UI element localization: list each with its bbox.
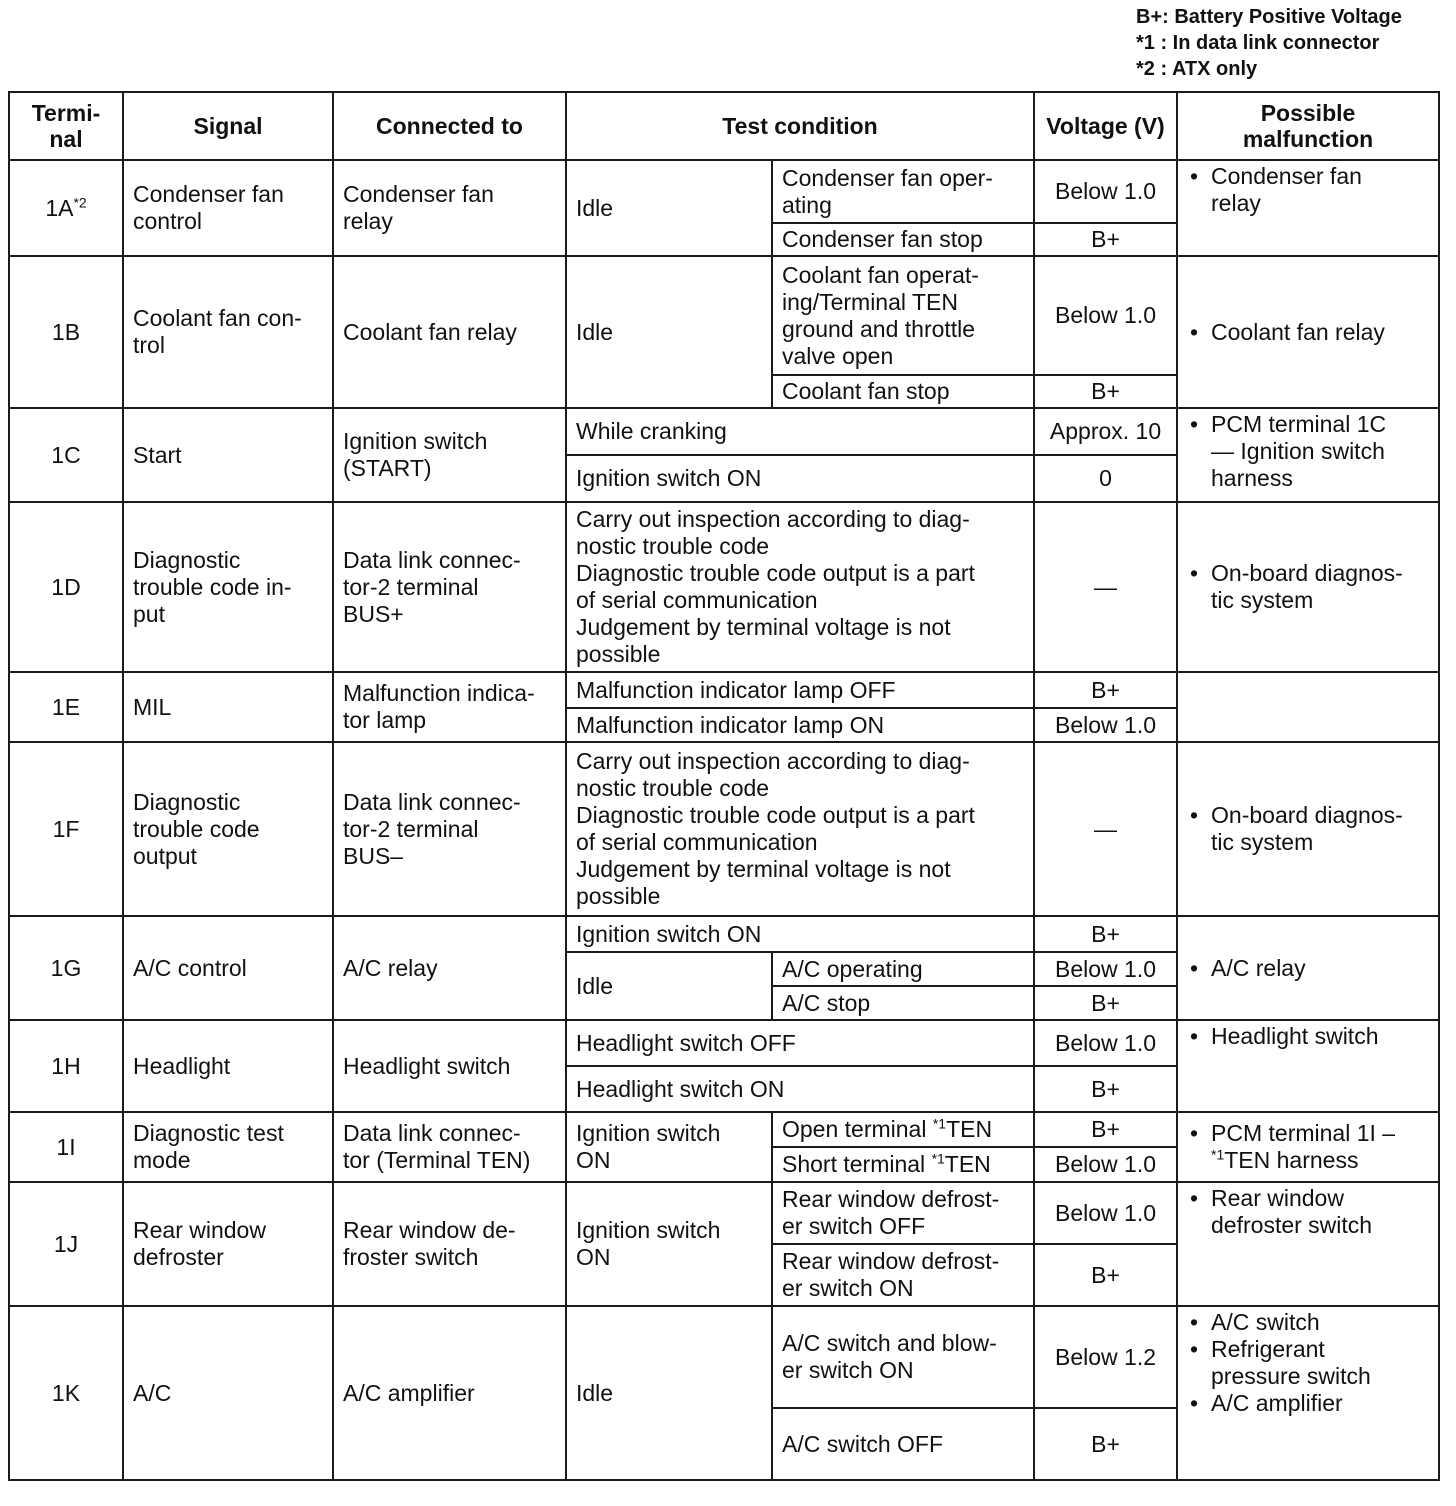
voltage-cell: Below 1.0 [1034, 708, 1177, 742]
header-signal: Signal [123, 92, 333, 160]
voltage-cell: Below 1.0 [1034, 1020, 1177, 1066]
signal-cell: Rear window defroster [123, 1182, 333, 1306]
signal-cell: Condenser fan control [123, 160, 333, 256]
connected-cell: Ignition switch (START) [333, 408, 566, 502]
table-row-1b [9, 256, 1439, 375]
voltage-cell: Approx. 10 [1034, 408, 1177, 455]
sub-condition-cell: A/C switch and blow- er switch ON [772, 1306, 1034, 1408]
voltage-cell: B+ [1034, 1112, 1177, 1147]
voltage-cell: Below 1.0 [1034, 1182, 1177, 1244]
table-row-1h [9, 1020, 1439, 1066]
voltage-cell: B+ [1034, 375, 1177, 408]
signal-cell: A/C [123, 1306, 333, 1480]
terminal-cell: 1I [9, 1112, 123, 1182]
header-possible-malfunction: Possible malfunction [1177, 92, 1439, 160]
sub-condition-cell: Coolant fan stop [772, 375, 1034, 408]
terminal-cell: 1K [9, 1306, 123, 1480]
voltage-cell: Below 1.2 [1034, 1306, 1177, 1408]
sub-condition-cell: Coolant fan operat- ing/Terminal TEN ground and throttle valve open [772, 256, 1034, 375]
voltage-cell: B+ [1034, 223, 1177, 256]
signal-cell: MIL [123, 672, 333, 742]
legend-battery: B+: Battery Positive Voltage [1136, 6, 1402, 28]
malfunction-cell [1177, 1306, 1439, 1480]
table-row-1f [9, 742, 1439, 916]
sub-condition-cell: A/C switch OFF [772, 1408, 1034, 1480]
sub-condition-cell: Condenser fan stop [772, 223, 1034, 256]
voltage-cell: — [1034, 742, 1177, 916]
malfunction-item: • Rear window defroster switch [1187, 1185, 1429, 1239]
malfunction-cell [1177, 1182, 1439, 1306]
signal-cell: Diagnostic test mode [123, 1112, 333, 1182]
table-row-1k [9, 1306, 1439, 1408]
header-voltage: Voltage (V) [1034, 92, 1177, 160]
condition-cell: Ignition switch ON [566, 1182, 772, 1306]
terminal-cell: 1G [9, 916, 123, 1020]
voltage-cell: B+ [1034, 672, 1177, 708]
sub-condition-cell: Open terminal $^{*1}$TEN [772, 1112, 1034, 1147]
voltage-cell: — [1034, 502, 1177, 672]
condition-cell: Idle [566, 256, 772, 408]
connected-cell: Data link connec- tor-2 terminal BUS+ [333, 502, 566, 672]
terminal-cell: 1C [9, 408, 123, 502]
malfunction-item: • A/C amplifier [1187, 1390, 1429, 1417]
connected-cell: Coolant fan relay [333, 256, 566, 408]
connected-cell: Data link connec- tor (Terminal TEN) [333, 1112, 566, 1182]
malfunction-item: • On-board diagnos- tic system [1187, 802, 1429, 856]
table-row-1a [9, 160, 1439, 223]
terminal-cell: 1F [9, 742, 123, 916]
voltage-cell: Below 1.0 [1034, 952, 1177, 986]
signal-cell: Start [123, 408, 333, 502]
header-test-condition: Test condition [566, 92, 1034, 160]
malfunction-item: • PCM terminal 1C — Ignition switch harness [1187, 411, 1429, 492]
signal-cell: Diagnostic trouble code in- put [123, 502, 333, 672]
pcm-terminal-table [8, 91, 1440, 1481]
malfunction-cell [1177, 672, 1439, 742]
terminal-cell: 1J [9, 1182, 123, 1306]
connected-cell: Data link connec- tor-2 terminal BUS– [333, 742, 566, 916]
terminal-cell: $1A^{*2}$ [9, 160, 123, 256]
malfunction-cell [1177, 916, 1439, 1020]
malfunction-item: • A/C switch [1187, 1309, 1429, 1336]
table-row-1g [9, 916, 1439, 952]
signal-cell: A/C control [123, 916, 333, 1020]
malfunction-item: • PCM terminal 1I – $^{*1}$TEN harness [1187, 1120, 1429, 1174]
voltage-cell: B+ [1034, 916, 1177, 952]
voltage-cell: B+ [1034, 1408, 1177, 1480]
condition-cell: Idle [566, 160, 772, 256]
voltage-cell: Below 1.0 [1034, 256, 1177, 375]
signal-cell: Headlight [123, 1020, 333, 1112]
sub-condition-cell: Rear window defrost- er switch OFF [772, 1182, 1034, 1244]
condition-cell: Ignition switch ON [566, 455, 1034, 502]
malfunction-item: • Coolant fan relay [1187, 319, 1429, 346]
condition-cell: Idle [566, 952, 772, 1020]
header-connected-to: Connected to [333, 92, 566, 160]
malfunction-cell [1177, 256, 1439, 408]
malfunction-item: • On-board diagnos- tic system [1187, 560, 1429, 614]
legend [1136, 4, 1402, 82]
malfunction-item: • Headlight switch [1187, 1023, 1429, 1050]
sub-condition-cell: A/C operating [772, 952, 1034, 986]
legend-note-1: *1 : In data link connector [1136, 32, 1380, 54]
header-terminal: Termi- nal [9, 92, 123, 160]
sub-condition-cell: Short terminal $^{*1}$TEN [772, 1147, 1034, 1182]
voltage-cell: Below 1.0 [1034, 160, 1177, 223]
signal-cell: Diagnostic trouble code output [123, 742, 333, 916]
legend-note-2: *2 : ATX only [1136, 58, 1258, 80]
terminal-cell: 1D [9, 502, 123, 672]
sub-condition-cell: Condenser fan oper- ating [772, 160, 1034, 223]
terminal-cell: 1B [9, 256, 123, 408]
voltage-cell: 0 [1034, 455, 1177, 502]
malfunction-item: • Refrigerant pressure switch [1187, 1336, 1429, 1390]
malfunction-cell [1177, 502, 1439, 672]
sub-condition-cell: Rear window defrost- er switch ON [772, 1244, 1034, 1306]
terminal-cell: 1H [9, 1020, 123, 1112]
table-row-1j [9, 1182, 1439, 1244]
connected-cell: Condenser fan relay [333, 160, 566, 256]
malfunction-item: • Condenser fan relay [1187, 163, 1429, 217]
connected-cell: Rear window de- froster switch [333, 1182, 566, 1306]
malfunction-cell [1177, 1020, 1439, 1112]
condition-cell: Headlight switch ON [566, 1066, 1034, 1112]
malfunction-item: • A/C relay [1187, 955, 1429, 982]
connected-cell: A/C relay [333, 916, 566, 1020]
voltage-cell: B+ [1034, 1066, 1177, 1112]
table-header [9, 92, 1439, 160]
connected-cell: Malfunction indica- tor lamp [333, 672, 566, 742]
malfunction-cell [1177, 160, 1439, 256]
voltage-cell: Below 1.0 [1034, 1147, 1177, 1182]
malfunction-cell [1177, 742, 1439, 916]
condition-cell: Idle [566, 1306, 772, 1480]
voltage-cell: B+ [1034, 1244, 1177, 1306]
malfunction-cell [1177, 408, 1439, 502]
signal-cell: Coolant fan con- trol [123, 256, 333, 408]
table-row-1e [9, 672, 1439, 708]
terminal-cell: 1E [9, 672, 123, 742]
condition-cell: Headlight switch OFF [566, 1020, 1034, 1066]
table-row-1c [9, 408, 1439, 455]
connected-cell: Headlight switch [333, 1020, 566, 1112]
condition-cell: Ignition switch ON [566, 1112, 772, 1182]
voltage-cell: B+ [1034, 986, 1177, 1020]
condition-cell: Carry out inspection according to diag- nostic trouble code Diagnostic trouble code output is a part of serial communication Judgement by terminal voltage is not possible [566, 742, 1034, 916]
condition-cell: Malfunction indicator lamp OFF [566, 672, 1034, 708]
sub-condition-cell: A/C stop [772, 986, 1034, 1020]
condition-cell: Malfunction indicator lamp ON [566, 708, 1034, 742]
connected-cell: A/C amplifier [333, 1306, 566, 1480]
malfunction-cell [1177, 1112, 1439, 1182]
table-row-1d [9, 502, 1439, 672]
condition-cell: While cranking [566, 408, 1034, 455]
table-row-1i [9, 1112, 1439, 1147]
condition-cell: Ignition switch ON [566, 916, 1034, 952]
condition-cell: Carry out inspection according to diag- nostic trouble code Diagnostic trouble code output is a part of serial communication Judgement by terminal voltage is not possible [566, 502, 1034, 672]
